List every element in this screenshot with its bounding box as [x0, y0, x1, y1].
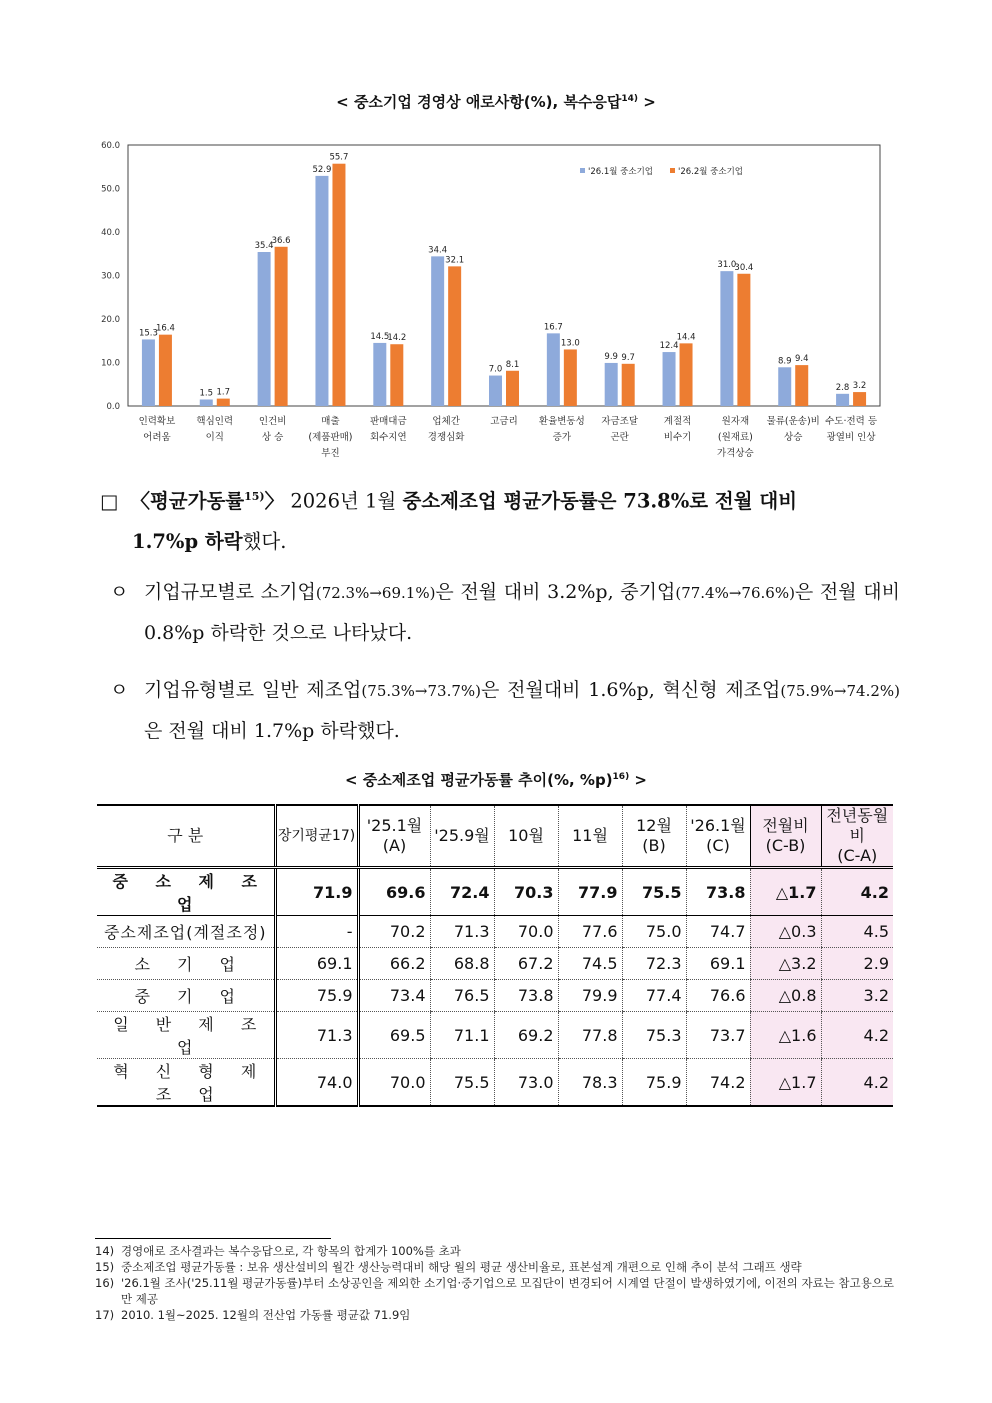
- x-tick-label: 경쟁심화: [427, 432, 465, 443]
- bar: [390, 344, 403, 406]
- x-tick-label: 부진: [321, 448, 340, 459]
- table-row: [97, 916, 893, 948]
- table-header-cell: '25.9월: [430, 805, 494, 868]
- table-cell: 4.5: [821, 916, 893, 948]
- data-label: 3.2: [852, 381, 867, 392]
- bar: [159, 335, 172, 406]
- bar: [373, 343, 386, 406]
- data-label: 55.7: [329, 152, 349, 163]
- table-cell: 77.9: [558, 868, 622, 916]
- legend-swatch: [670, 168, 675, 173]
- x-tick-label: 판매대금: [369, 416, 407, 427]
- table-header-cell: 구 분: [97, 805, 275, 868]
- table-cell: 75.5: [430, 1059, 494, 1107]
- y-tick-label: 10.0: [101, 358, 120, 369]
- footnote-text: 2010. 1월~2025. 12월의 전산업 가동률 평균값 71.9임: [121, 1308, 411, 1322]
- table-cell: 70.0: [358, 1059, 430, 1107]
- x-tick-label: 회수지연: [369, 432, 407, 443]
- legend-label: '26.1월 중소기업: [588, 167, 654, 177]
- table-cell: 69.1: [686, 948, 750, 980]
- circle-bullet: ㅇ: [110, 679, 129, 701]
- table-cell: 71.9: [275, 868, 358, 916]
- table-cell: 70.3: [494, 868, 558, 916]
- bar: [853, 392, 866, 406]
- x-tick-label: 수도·전력 등: [825, 416, 878, 427]
- data-label: 16.4: [155, 323, 175, 334]
- row-label: 중소제조업(계절조정): [97, 916, 275, 948]
- data-label: 35.4: [254, 241, 274, 252]
- table-cell: 2.9: [821, 948, 893, 980]
- bar: [431, 256, 444, 406]
- table-cell: 73.8: [494, 980, 558, 1012]
- x-tick-label: 계절적: [663, 416, 692, 427]
- bar: [836, 394, 849, 406]
- footnote-text: '26.1월 조사('25.11월 평균가동률)부터 소상공인을 제외한 소기업·중기업으로 모집단이 변경되어 시계열 단절이 발생하였기에, 이전의 자료는 참고용으로만 제공: [121, 1276, 894, 1306]
- data-label: 32.1: [445, 255, 465, 266]
- table-title: < 중소제조업 평균가동률 추이(%, %p)$^{16)}$ >: [345, 771, 647, 789]
- bar: [778, 367, 791, 406]
- y-tick-label: 60.0: [101, 141, 120, 151]
- data-label: 1.5: [199, 388, 214, 399]
- table-cell: 75.9: [622, 1059, 686, 1107]
- data-label: 30.4: [734, 262, 754, 273]
- table-cell: 76.5: [430, 980, 494, 1012]
- data-label: 15.3: [138, 328, 158, 339]
- x-tick-label: 환율변동성: [538, 416, 585, 427]
- table-cell: 76.6: [686, 980, 750, 1012]
- paragraph-by-size: ㅇ 기업규모별로 소기업(72.3%→69.1%)은 전월 대비 3.2%p, 중기업(77.4%→76.6%)은 전월 대비 0.8%p 하락한 것으로 나타났다.: [100, 572, 900, 653]
- table-cell: 74.5: [558, 948, 622, 980]
- table-cell: 4.2: [821, 868, 893, 916]
- table-cell: 69.2: [494, 1012, 558, 1059]
- table-cell: 70.2: [358, 916, 430, 948]
- table-cell: 75.9: [275, 980, 358, 1012]
- x-tick-label: 상 승: [261, 432, 284, 443]
- table-row: [97, 1059, 893, 1107]
- row-label: 혁 신 형 제 조 업: [97, 1059, 275, 1107]
- table-cell: △3.2: [750, 948, 821, 980]
- bar: [275, 247, 288, 406]
- data-label: 7.0: [488, 364, 503, 375]
- table-cell: 72.4: [430, 868, 494, 916]
- x-tick-label: 핵심인력: [196, 416, 234, 427]
- x-tick-label: 이직: [205, 432, 224, 443]
- table-cell: 66.2: [358, 948, 430, 980]
- data-label: 2.8: [835, 382, 850, 393]
- x-tick-label: 곤란: [610, 432, 629, 443]
- row-label: 중 기 업: [97, 980, 275, 1012]
- data-label: 14.5: [370, 331, 390, 342]
- footnotes: [95, 1238, 900, 1323]
- table-row: [97, 868, 893, 916]
- table-cell: △0.3: [750, 916, 821, 948]
- x-tick-label: 물류(운송)비: [766, 416, 820, 427]
- table-cell: 75.0: [622, 916, 686, 948]
- bar: [506, 371, 519, 406]
- bar: [142, 339, 155, 406]
- table-header-row: [97, 805, 893, 868]
- table-cell: -: [275, 916, 358, 948]
- table-header-cell: 11월: [558, 805, 622, 868]
- bar: [622, 364, 635, 406]
- footnote: [95, 1275, 900, 1307]
- table-cell: 74.2: [686, 1059, 750, 1107]
- plot-area: [128, 145, 880, 406]
- table-cell: 78.3: [558, 1059, 622, 1107]
- x-tick-label: 자금조달: [601, 416, 639, 427]
- footnote: [95, 1259, 900, 1275]
- x-tick-label: 원자재: [721, 416, 750, 427]
- utilization-table: [97, 804, 893, 1107]
- x-tick-label: 업체간: [432, 416, 460, 427]
- table-row: [97, 948, 893, 980]
- x-tick-label: 인력확보: [138, 416, 176, 427]
- footnote: [95, 1243, 900, 1259]
- chart-title: < 중소기업 경영상 애로사항(%), 복수응답$^{14)}$ >: [336, 93, 656, 111]
- x-tick-label: 인건비: [258, 416, 287, 427]
- bar: [663, 352, 676, 406]
- footnote-rule: [95, 1238, 331, 1239]
- table-cell: 73.4: [358, 980, 430, 1012]
- table-cell: 72.3: [622, 948, 686, 980]
- footnote-text: 중소제조업 평균가동률 : 보유 생산설비의 월간 생산능력대비 해당 월의 평균 생산비율로, 표본설계 개편으로 인해 추이 분석 그래프 생략: [121, 1260, 802, 1274]
- row-label: 중 소 제 조 업: [97, 868, 275, 916]
- x-tick-label: 상승: [784, 432, 803, 443]
- table-cell: 73.0: [494, 1059, 558, 1107]
- data-label: 9.4: [794, 354, 809, 365]
- row-label: 소 기 업: [97, 948, 275, 980]
- x-tick-label: 광열비 인상: [826, 432, 876, 443]
- x-tick-label: (원재료): [717, 432, 753, 443]
- x-tick-label: 증가: [552, 432, 572, 443]
- bar: [737, 274, 750, 406]
- data-label: 13.0: [560, 338, 580, 349]
- table-header-cell: 12월 (B): [622, 805, 686, 868]
- y-tick-label: 50.0: [101, 184, 120, 195]
- data-label: 1.7: [216, 387, 231, 398]
- bar: [680, 343, 693, 406]
- table-header-cell: 10월: [494, 805, 558, 868]
- data-label: 36.6: [271, 235, 291, 246]
- table-row: [97, 980, 893, 1012]
- table-header-cell: '26.1월 (C): [686, 805, 750, 868]
- table-cell: 75.5: [622, 868, 686, 916]
- table-cell: 77.8: [558, 1012, 622, 1059]
- footnote-number: 14): [95, 1244, 115, 1258]
- data-label: 8.1: [505, 359, 520, 370]
- bar: [605, 363, 618, 406]
- table-cell: 79.9: [558, 980, 622, 1012]
- x-tick-label: (제품판매): [308, 432, 353, 443]
- y-tick-label: 0.0: [106, 402, 120, 412]
- x-tick-label: 어려움: [143, 432, 171, 443]
- table-cell: 75.3: [622, 1012, 686, 1059]
- table-cell: 77.4: [622, 980, 686, 1012]
- table-cell: 4.2: [821, 1059, 893, 1107]
- data-label: 34.4: [428, 245, 448, 256]
- table-header-cell: 전월비 (C-B): [750, 805, 821, 868]
- table-header-cell: 장기평균17): [275, 805, 358, 868]
- data-label: 9.7: [621, 352, 635, 363]
- bar: [200, 399, 213, 406]
- table-cell: 73.8: [686, 868, 750, 916]
- y-tick-label: 40.0: [101, 228, 120, 238]
- bar: [315, 176, 328, 406]
- footnote-number: 15): [95, 1260, 115, 1274]
- table-cell: 77.6: [558, 916, 622, 948]
- table-header-cell: 전년동월비 (C-A): [821, 805, 893, 868]
- data-label: 12.4: [659, 341, 679, 352]
- x-tick-label: 매출: [321, 416, 340, 427]
- y-tick-label: 20.0: [101, 315, 120, 325]
- x-tick-label: 고금리: [490, 416, 518, 427]
- table-cell: △1.7: [750, 868, 821, 916]
- data-label: 31.0: [717, 260, 737, 271]
- table-cell: 70.0: [494, 916, 558, 948]
- table-cell: 67.2: [494, 948, 558, 980]
- bar: [489, 376, 502, 406]
- bar-chart: [95, 135, 895, 465]
- bar: [217, 399, 230, 406]
- bar: [795, 365, 808, 406]
- bar: [547, 333, 560, 406]
- square-bullet: □: [100, 489, 119, 513]
- bar: [720, 271, 733, 406]
- table-cell: 71.3: [275, 1012, 358, 1059]
- x-tick-label: 가격상승: [717, 448, 754, 459]
- table-cell: 69.1: [275, 948, 358, 980]
- legend-label: '26.2월 중소기업: [678, 167, 744, 177]
- table-row: [97, 1012, 893, 1059]
- table-cell: 73.7: [686, 1012, 750, 1059]
- table-cell: 71.1: [430, 1012, 494, 1059]
- table-cell: 74.0: [275, 1059, 358, 1107]
- table-cell: 71.3: [430, 916, 494, 948]
- paragraph-by-type: ㅇ 기업유형별로 일반 제조업(75.3%→73.7%)은 전월대비 1.6%p, 혁신형 제조업(75.9%→74.2%)은 전월 대비 1.7%p 하락했다.: [100, 670, 900, 751]
- table-cell: △1.7: [750, 1059, 821, 1107]
- legend-swatch: [580, 168, 585, 173]
- bar: [332, 164, 345, 406]
- data-label: 52.9: [312, 164, 332, 175]
- table-header-cell: '25.1월 (A): [358, 805, 430, 868]
- table-cell: 74.7: [686, 916, 750, 948]
- row-label: 일 반 제 조 업: [97, 1012, 275, 1059]
- table-cell: △1.6: [750, 1012, 821, 1059]
- data-label: 14.2: [387, 333, 407, 344]
- bar: [448, 266, 461, 406]
- data-label: 16.7: [543, 322, 563, 333]
- bar: [258, 252, 271, 406]
- data-label: 8.9: [777, 356, 792, 367]
- table-cell: 4.2: [821, 1012, 893, 1059]
- bar: [564, 349, 577, 406]
- table-cell: 3.2: [821, 980, 893, 1012]
- footnote: [95, 1307, 900, 1323]
- data-label: 9.9: [604, 351, 618, 362]
- paragraph-utilization-summary: □ 〈평균가동률$^{15)}$〉 2026년 1월 중소제조업 평균가동률은 73.8%로 전월 대비 1.7%p 하락했다.: [100, 489, 798, 553]
- table-cell: 69.5: [358, 1012, 430, 1059]
- y-tick-label: 30.0: [101, 271, 120, 282]
- circle-bullet: ㅇ: [110, 581, 129, 603]
- footnote-number: 17): [95, 1308, 115, 1322]
- data-label: 14.4: [676, 332, 696, 343]
- table-cell: △0.8: [750, 980, 821, 1012]
- table-cell: 68.8: [430, 948, 494, 980]
- table-cell: 69.6: [358, 868, 430, 916]
- footnote-text: 경영애로 조사결과는 복수응답으로, 각 항목의 합계가 100%를 초과: [121, 1244, 461, 1258]
- footnote-number: 16): [95, 1276, 115, 1290]
- x-tick-label: 비수기: [663, 432, 692, 443]
